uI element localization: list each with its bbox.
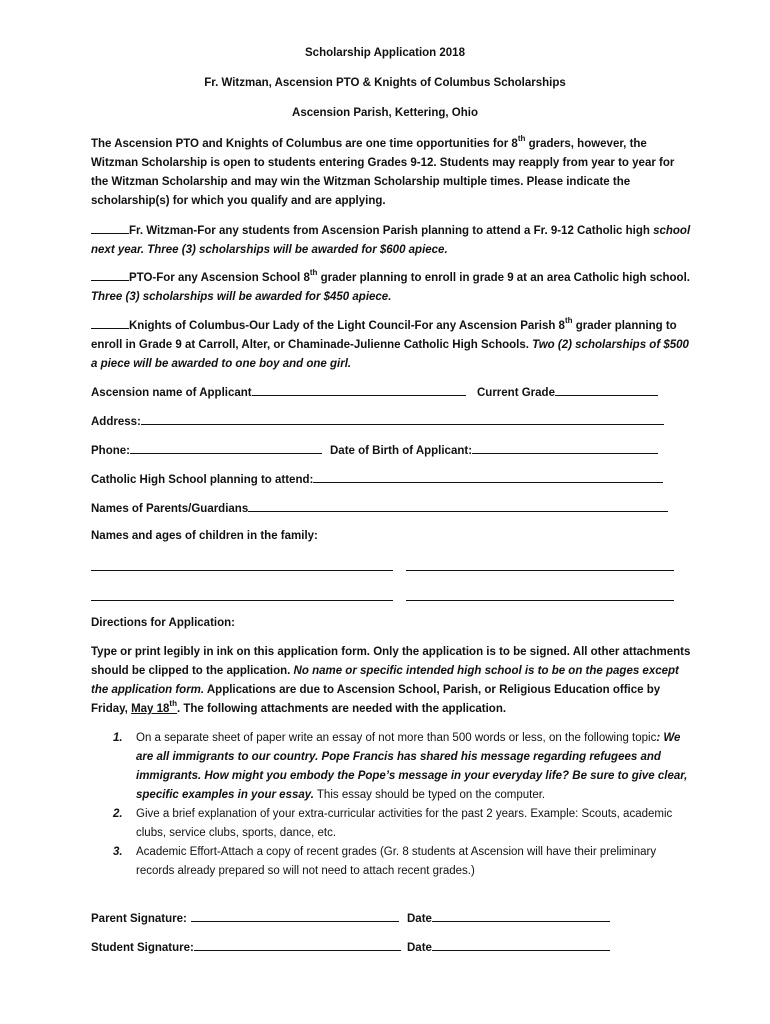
children-line-1a[interactable] (91, 570, 393, 571)
current-grade-field[interactable] (555, 382, 658, 396)
parent-date-row (407, 908, 610, 927)
parent-date-label: Date (407, 913, 432, 925)
applicant-name-row (91, 382, 466, 401)
address-label: Address: (91, 416, 141, 428)
list-item: 3. Academic Effort-Attach a copy of recent grades (Gr. 8 students at Ascension will have their preliminary records already prepared so will not need to attach recent grades.) (113, 846, 657, 877)
phone-row (91, 440, 322, 459)
form-subtitle: Fr. Witzman, Ascension PTO & Knights of Columbus Scholarships (204, 77, 566, 89)
form-title: Scholarship Application 2018 (305, 47, 465, 59)
student-signature-field[interactable] (194, 937, 401, 951)
current-grade-row (477, 382, 658, 401)
current-grade-label: Current Grade (477, 387, 555, 399)
children-line-1b[interactable] (406, 570, 674, 571)
student-signature-row (91, 937, 401, 956)
parents-row (91, 498, 668, 517)
option-knights-of-columbus: Knights of Columbus-Our Lady of the Light Council-For any Ascension Parish 8th grader planning to enroll in Grade 9 at Carroll, Alter, or Chaminade-Julienne Catholic High Schools. Two (2) scholarships of $500 a piece will be awarded to one boy and one girl. (91, 316, 689, 370)
dob-label: Date of Birth of Applicant: (330, 445, 473, 457)
parent-signature-row (91, 908, 399, 927)
form-location: Ascension Parish, Kettering, Ohio (292, 107, 478, 119)
high-school-row (91, 469, 663, 488)
witzman-checkline[interactable] (91, 220, 129, 234)
address-row (91, 411, 664, 430)
phone-field[interactable] (130, 440, 322, 454)
dob-field[interactable] (472, 440, 658, 454)
list-item: 1. On a separate sheet of paper write an essay of not more than 500 words or less, on the following topic: We are all immigrants to our country. Pope Francis has shared his message regarding refugees and immigrants. How might you embody the Pope’s message in your everyday life? Be sure to give clear, specific examples in your essay. This essay should be typed on the computer. (113, 732, 688, 801)
parents-field[interactable] (248, 498, 668, 512)
option-pto: PTO-For any Ascension School 8th grader planning to enroll in grade 9 at an area Catholic high school. Three (3) scholarships will be awarded for $450 apiece. (91, 268, 690, 303)
attachments-list (91, 729, 691, 881)
koc-checkline[interactable] (91, 315, 129, 329)
dob-row (330, 440, 658, 459)
directions-heading: Directions for Application: (91, 617, 235, 629)
applicant-name-field[interactable] (252, 382, 466, 396)
children-line-2b[interactable] (406, 600, 674, 601)
pto-checkline[interactable] (91, 267, 129, 281)
student-date-field[interactable] (432, 937, 610, 951)
list-item: 2. Give a brief explanation of your extra-curricular activities for the past 2 years. Example: Scouts, academic clubs, service clubs, sports, dance, etc. (113, 808, 673, 839)
parents-label: Names of Parents/Guardians (91, 503, 249, 515)
children-label: Names and ages of children in the family: (91, 530, 318, 542)
address-field[interactable] (141, 411, 664, 425)
phone-label: Phone: (91, 445, 130, 457)
student-date-row (407, 937, 610, 956)
intro-paragraph: The Ascension PTO and Knights of Columbus are one time opportunities for 8th graders, however, the Witzman Scholarship is open to students entering Grades 9-12. Students may reapply from year to year for the Witzman Scholarship and may win the Witzman Scholarship multiple times. Please indicate the scholarship(s) for which you qualify and are applying. (91, 134, 675, 207)
high-school-label: Catholic High School planning to attend: (91, 474, 314, 486)
applicant-name-label: Ascension name of Applicant (91, 387, 252, 399)
parent-signature-field[interactable] (191, 908, 399, 922)
parent-date-field[interactable] (432, 908, 610, 922)
high-school-field[interactable] (313, 469, 663, 483)
directions-paragraph: Type or print legibly in ink on this application form. Only the application is to be signed. All other attachments should be clipped to the application. No name or specific intended high school is to be on the pages except the application form. Applications are due to Ascension School, Parish, or Religious Education office by Friday, May 18th. The following attachments are needed with the application. (91, 646, 691, 715)
parent-signature-label: Parent Signature: (91, 913, 187, 925)
children-line-2a[interactable] (91, 600, 393, 601)
student-signature-label: Student Signature: (91, 942, 194, 954)
student-date-label: Date (407, 942, 432, 954)
option-witzman: Fr. Witzman-For any students from Ascension Parish planning to attend a Fr. 9-12 Catholic high school next year. Three (3) scholarships will be awarded for $600 apiece. (91, 220, 691, 260)
due-date: May 18th (131, 699, 177, 715)
